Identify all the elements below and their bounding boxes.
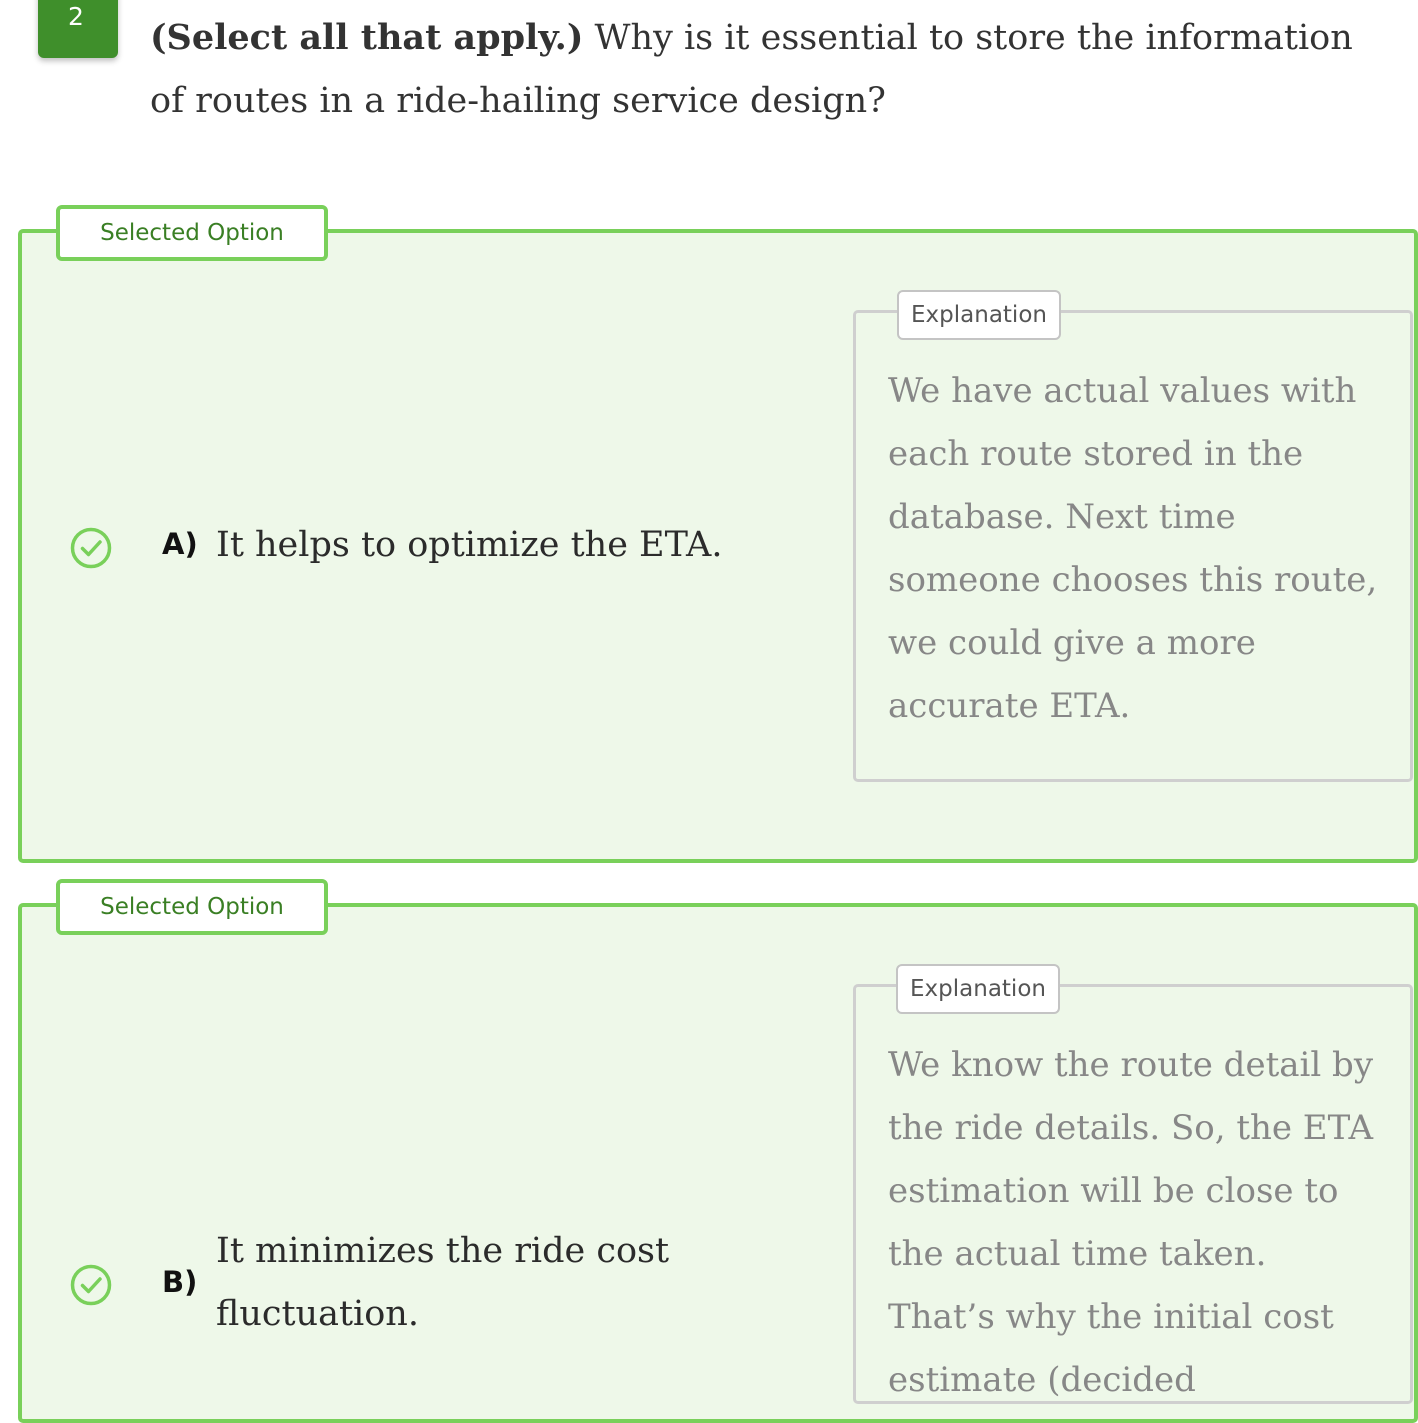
- explanation-text: We know the route detail by the ride details. So, the ETA estimation will be close to the actual time taken. That’s why the initial cost estimate (decided: [888, 1045, 1374, 1400]
- question-lead: (Select all that apply.): [150, 17, 584, 58]
- question-number: 2: [68, 2, 84, 31]
- question-body: Why is it essential to store the information of routes in a ride-hailing service design?: [150, 18, 1353, 121]
- option-letter: A): [162, 527, 198, 561]
- selected-option-label: Selected Option: [56, 879, 328, 935]
- question-text: [150, 6, 1360, 133]
- option-letter: B): [162, 1265, 198, 1299]
- selected-option-label: Selected Option: [56, 205, 328, 261]
- explanation-text: We have actual values with each route stored in the database. Next time someone chooses this route, we could give a more accurate ETA.: [888, 371, 1378, 726]
- explanation-label: Explanation: [896, 964, 1060, 1014]
- check-circle-icon: [70, 527, 112, 569]
- check-circle-icon: [70, 1264, 112, 1306]
- option-text: It minimizes the ride cost fluctuation.: [216, 1231, 670, 1334]
- option-text: It helps to optimize the ETA.: [216, 525, 723, 565]
- explanation-label: Explanation: [897, 290, 1061, 340]
- question-number-badge: [38, 0, 118, 58]
